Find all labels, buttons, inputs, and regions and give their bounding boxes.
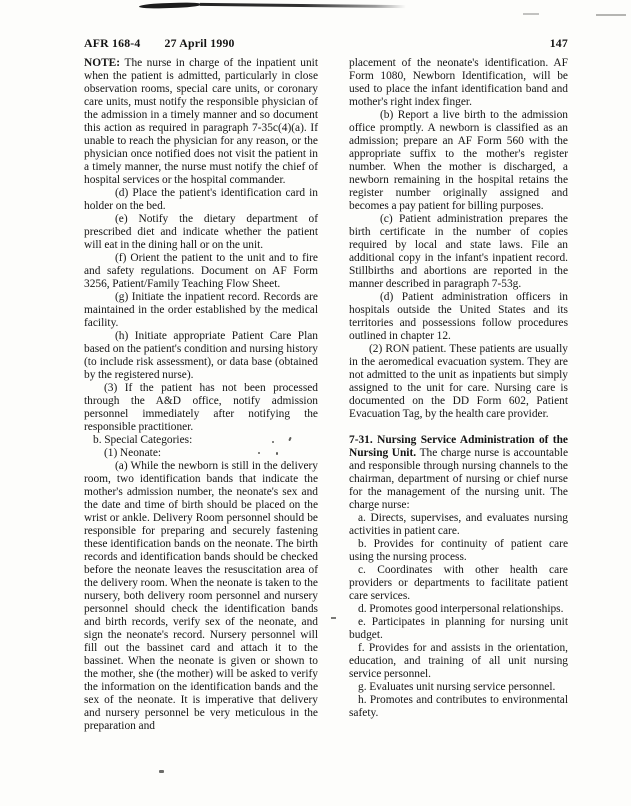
scan-smudge-top-left	[139, 2, 202, 9]
paragraph: 7-31. Nursing Service Administration of the Nursing Unit. The charge nurse is accountable and responsible through nursing channels to the chairman, department of nursing or chief nurse for the management of the nursing unit. The charge nurse:	[349, 434, 569, 511]
scan-speckle	[159, 770, 164, 773]
paragraph: (f) Orient the patient to the unit and to fire and safety regulations. Document on AF Form 3256, Patient/Family Teaching Flow Sheet.	[84, 252, 318, 290]
paragraph: b. Special Categories:	[93, 434, 193, 446]
page-header	[84, 36, 568, 51]
paragraph: (h) Initiate appropriate Patient Care Plan based on the patient's condition and nursing history (to include risk assessment), or data base (obtained by the registered nurse).	[84, 330, 318, 381]
scan-dash-top-right	[596, 14, 626, 16]
two-column-body	[84, 57, 568, 733]
right-column	[349, 57, 568, 733]
document-date: 27 April 1990	[164, 36, 235, 50]
paragraph: (c) Patient administration prepares the birth certificate in the number of copies required by local and state laws. File an additional copy in the infant's inpatient record. Stillbirths and abortions are reported in the manner described in paragraph 7-53g.	[349, 213, 568, 290]
document-id: AFR 168-4	[84, 36, 141, 50]
paragraph: a. Directs, supervises, and evaluates nursing activities in patient care.	[349, 512, 568, 537]
paragraph: b. Provides for continuity of patient care using the nursing process.	[349, 538, 568, 563]
paragraph: placement of the neonate's identification. AF Form 1080, Newborn Identification, will be used to place the infant identification band and mother's right index finger.	[349, 57, 568, 108]
paragraph: NOTE: The nurse in charge of the inpatient unit when the patient is admitted, particularly in close observation rooms, special care units, or coronary care units, must notify the responsible physician of the admission in a timely manner and so document this action as required in paragraph 7-35c(4)(a). If unable to reach the physician for any reason, or the physician once notified does not visit the patient in a timely manner, the nurse must notify the chief of hospital services or the hospital commander.	[84, 57, 318, 186]
paragraph-bold-lead: 7-31. Nursing Service Administration of the Nursing Unit.	[349, 434, 568, 459]
paragraph: c. Coordinates with other health care providers or departments to facilitate patient care services.	[349, 564, 568, 602]
paragraph: (e) Notify the dietary department of prescribed diet and indicate whether the patient will eat in the dining hall or on the unit.	[84, 213, 318, 251]
paragraph: e. Participates in planning for nursing unit budget.	[349, 616, 568, 641]
paragraph: d. Promotes good interpersonal relationships.	[358, 603, 564, 615]
page-number: 147	[549, 36, 568, 50]
paragraph: (g) Initiate the inpatient record. Records are maintained in the order established by the medical facility.	[84, 291, 318, 329]
left-column	[84, 57, 318, 733]
scan-line-top	[200, 3, 406, 8]
scan-dash-top-right	[523, 13, 539, 15]
paragraph: (d) Place the patient's identification card in holder on the bed.	[84, 187, 318, 212]
paragraph: (1) Neonate:	[104, 447, 162, 459]
paragraph: h. Promotes and contributes to environmental safety.	[349, 694, 568, 719]
paragraph: g. Evaluates unit nursing service personnel.	[358, 681, 556, 693]
paragraph: (a) While the newborn is still in the delivery room, two identification bands that indicate the mother's admission number, the neonate's sex and the date and time of birth should be placed on the wrist or ankle. Delivery Room personnel should be responsible for preparing and securely fastening these identification bands on the neonate. The birth records and identification bands should be checked before the neonate leaves the resuscitation area of the delivery room. When the neonate is taken to the nursery, both delivery room personnel and nursery personnel should check the identification bands and birth records, verify sex of the neonate, and sign the neonate's record. Nursery personnel will fill out the bassinet card and attach it to the bassinet. When the neonate is given or shown to the mother, she (the mother) will be asked to verify the information on the identification bands and the sex of the neonate. It is imperative that delivery and nursery personnel be very meticulous in the preparation and	[84, 460, 318, 732]
paragraph: (b) Report a live birth to the admission office promptly. A newborn is classified as an admission; prepare an AF Form 560 with the appropriate suffix to the mother's register number. When the mother is discharged, a newborn remaining in the hospital retains the register number originally assigned and becomes a pay patient for billing purposes.	[349, 109, 568, 212]
paragraph: (3) If the patient has not been processed through the A&D office, notify admission personnel immediately after notifying the responsible practitioner.	[84, 382, 318, 433]
paragraph: f. Provides for and assists in the orientation, education, and training of all unit nursing service personnel.	[349, 642, 568, 680]
paragraph-bold-lead: NOTE:	[84, 57, 125, 69]
paragraph: (2) RON patient. These patients are usually in the aeromedical evacuation system. They are not admitted to the unit as inpatients but simply assigned to the unit for care. Nursing care is documented on the DD Form 602, Patient Evacuation Tag, by the health care provider.	[349, 343, 568, 420]
paragraph: (d) Patient administration officers in hospitals outside the United States and its territories and possessions follow procedures outlined in chapter 12.	[349, 291, 568, 342]
